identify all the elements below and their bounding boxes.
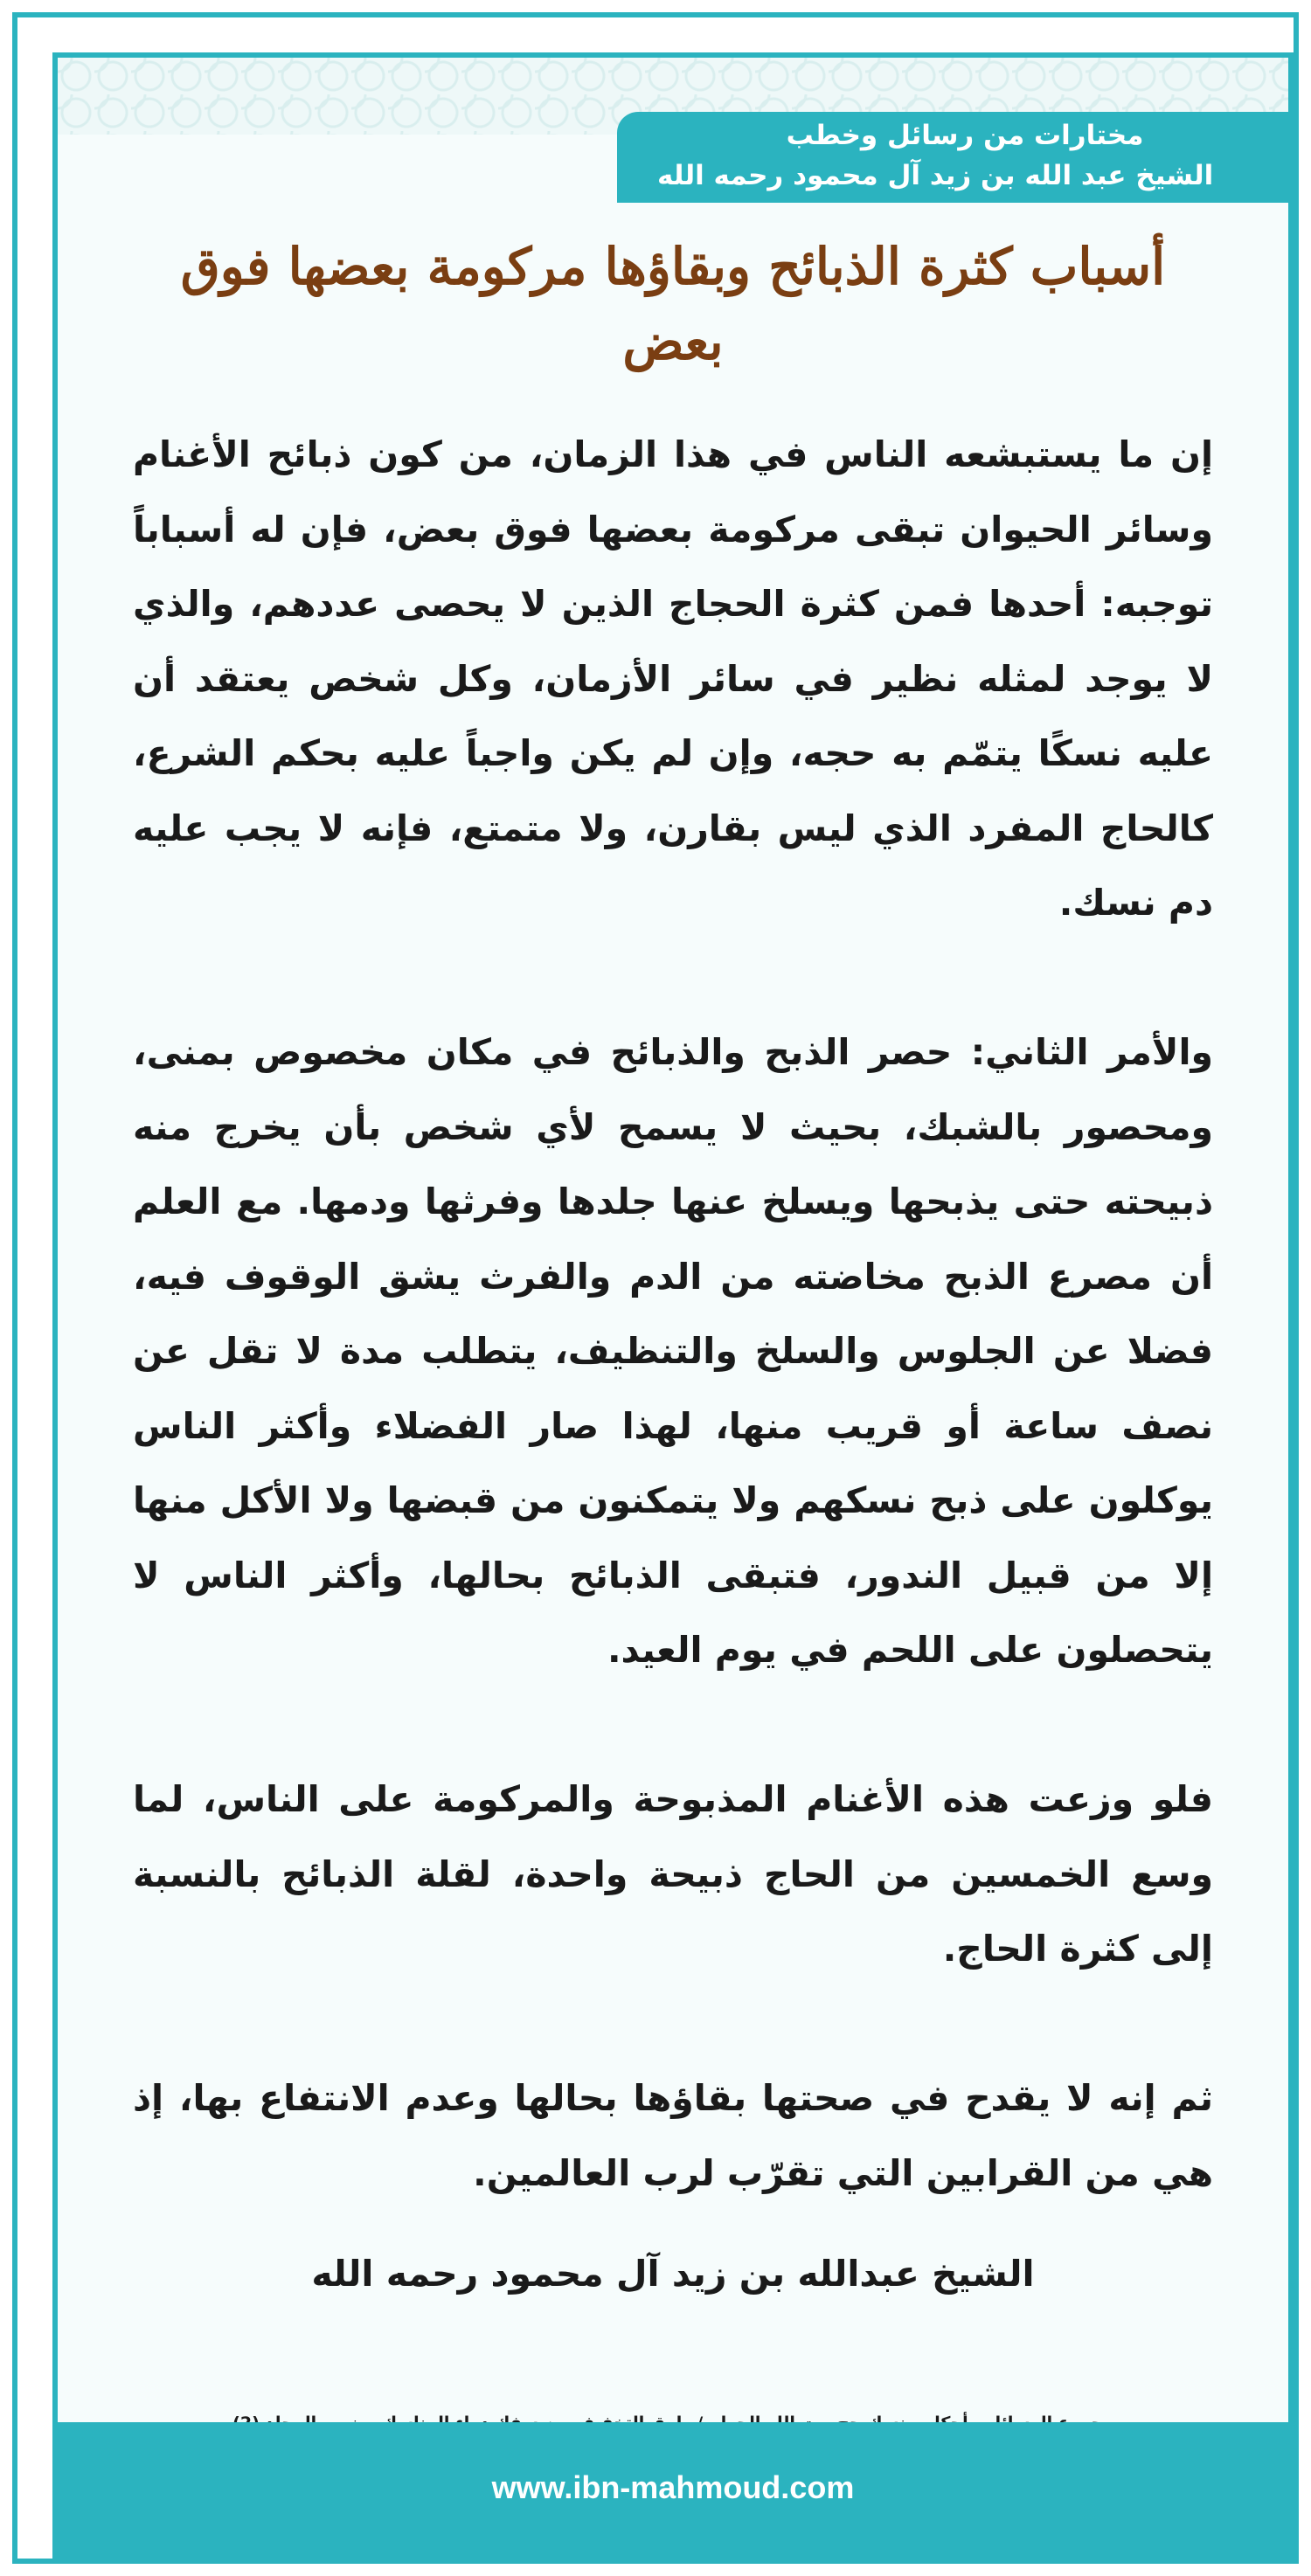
website-link[interactable]: www.ibn-mahmoud.com bbox=[491, 2469, 855, 2505]
ribbon-series-title: مختارات من رسائل وخطب bbox=[786, 120, 1144, 151]
paragraph-4: ثم إنه لا يقدح في صحتها بقاؤها بحالها وعدم الانتفاع بها، إذ هي من القرابين التي تقرّب لرب العالمين. bbox=[133, 2077, 1213, 2194]
ribbon-author-name: الشيخ عبد الله بن زيد آل محمود رحمه الله bbox=[657, 160, 1214, 191]
outer-frame bbox=[12, 12, 1299, 2564]
article-title: أسباب كثرة الذبائح وبقاؤها مركومة بعضها فوق بعض bbox=[180, 237, 1166, 371]
author-signature: الشيخ عبدالله بن زيد آل محمود رحمه الله bbox=[311, 2253, 1035, 2295]
footer-bar bbox=[58, 2422, 1288, 2553]
content-panel bbox=[52, 52, 1294, 2559]
paragraph-2: والأمر الثاني: حصر الذبح والذبائح في مكان مخصوص بمنى، ومحصور بالشبك، بحيث لا يسمح لأي شخص بأن يخرج منه ذبيحته حتى يذبحها ويسلخ عنها جلدها وفرثها ودمها. مع العلم أن مصرع الذبح مخاضته من الدم والفرث يشق الوقوف فيه، فضلا عن الجلوس والسلخ والتنظيف، يتطلب مدة لا تقل عن نصف ساعة أو قريب منها، لهذا صار الفضلاء وأكثر الناس يوكلون على ذبح نسكهم ولا يتمكنون من قبضها ولا الأكل منها إلا من قبيل الندور، فتبقى الذبائح بحالها، وأكثر الناس لا يتحصلون على اللحم في يوم العيد. bbox=[133, 1031, 1213, 1671]
paragraph-3: فلو وزعت هذه الأغنام المذبوحة والمركومة على الناس، لما وسع الخمسين من الحاج ذبيحة واحدة، لقلة الذبائح بالنسبة إلى كثرة الحاج. bbox=[133, 1778, 1213, 1970]
article-body bbox=[133, 418, 1213, 2286]
paragraph-1: إن ما يستبشعه الناس في هذا الزمان، من كون ذبائح الأغنام وسائر الحيوان تبقى مركومة بعضها فوق بعض، فإن له أسباباً توجبه: أحدها فمن كثرة الحجاج الذين لا يحصى عددهم، والذي لا يوجد لمثله نظير في سائر الأزمان، وكل شخص يعتقد أن عليه نسكًا يتمّم به حجه، وإن لم يكن واجباً عليه بحكم الشرع، كالحاج المفرد الذي ليس بقارن، ولا متمتع، فإنه لا يجب عليه دم نسك. bbox=[133, 433, 1213, 924]
series-ribbon bbox=[617, 112, 1288, 203]
